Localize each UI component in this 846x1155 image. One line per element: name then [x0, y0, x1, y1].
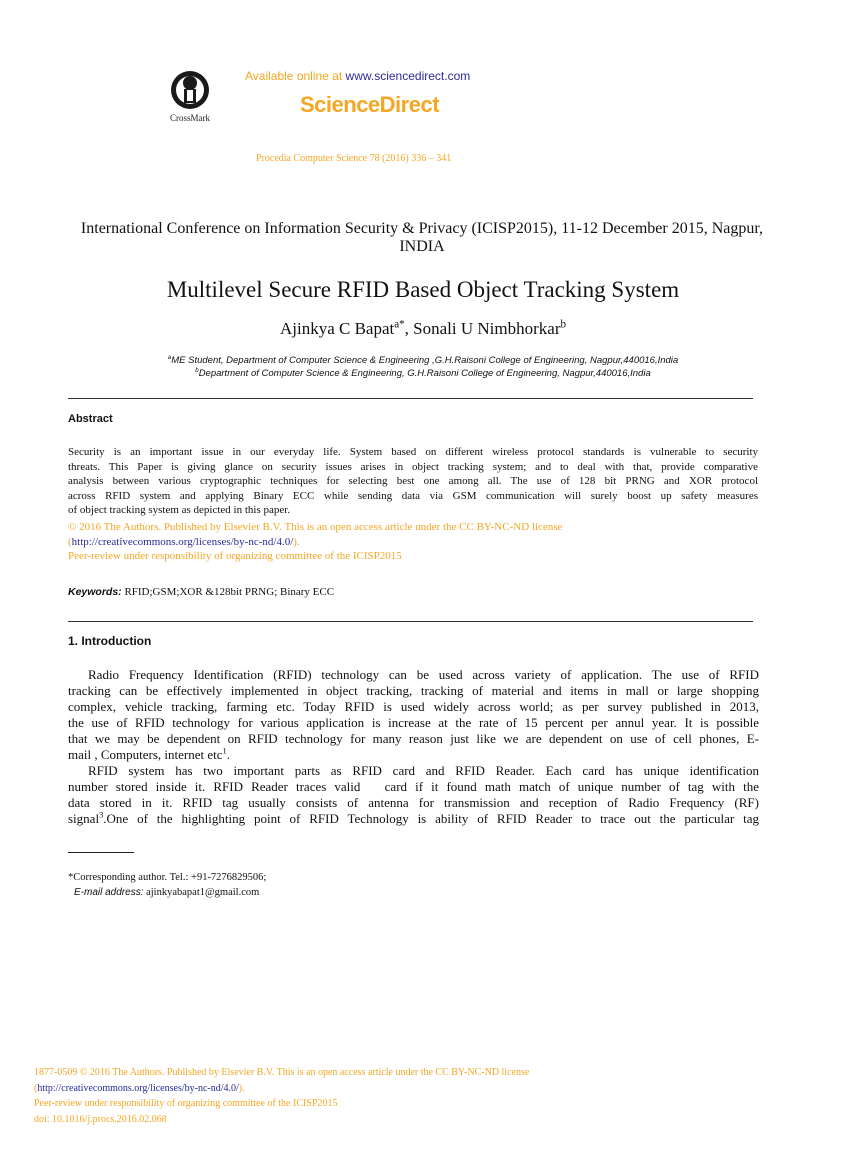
intro-line	[68, 811, 759, 827]
intro-line: RFID system has two important parts as RFID card and RFID Reader. Each card has unique identification	[88, 763, 759, 778]
license-close: ).	[293, 535, 300, 548]
footer-line3: Peer-review under responsibility of organizing committee of the ICISP2015	[34, 1098, 338, 1109]
footer	[34, 1065, 529, 1127]
abstract-line: Security is an important issue in our everyday life. System based on different wireless protocol standards is vulnerable to security	[68, 446, 758, 458]
footer-open: (	[34, 1082, 38, 1094]
abstract-line: of object tracking system as depicted in this paper.	[68, 504, 291, 517]
intro-line: the use of RFID technology for various application is increase at the rate of 15 percent per annul year. It is possible	[68, 715, 759, 730]
footnote-email	[68, 885, 266, 900]
affiliation-a	[0, 354, 846, 367]
abstract-license	[68, 535, 758, 550]
divider-top	[68, 398, 753, 399]
affiliation-a-text: ME Student, Department of Computer Science & Engineering ,G.H.Raisoni College of Engineering, Nagpur,440016,India	[171, 355, 679, 366]
crossmark-icon	[160, 68, 220, 112]
intro-line: number stored inside it. RFID Reader traces valid card if it found math match of unique number of tag with the	[68, 779, 759, 794]
affiliations	[0, 354, 846, 380]
intro-line: that we may be dependent on RFID technology for many reason just like we are dependent on use of cell phones, E-	[68, 731, 759, 746]
intro-line: tracking can be effectively implemented in object tracking, tracking of material and items in mall or large shopping	[68, 683, 759, 698]
conference-title: International Conference on Information Security & Privacy (ICISP2015), 11-12 December 2015, Nagpur, INDIA	[80, 220, 764, 255]
sciencedirect-brand: ScienceDirect	[300, 92, 440, 117]
abstract-line: across RFID system and applying Binary ECC while sending data via GSM communication will surely boost up safety measures	[68, 489, 758, 502]
intro-line	[68, 747, 759, 763]
intro-last-end: .	[226, 747, 230, 762]
intro-heading: 1. Introduction	[68, 634, 152, 648]
keywords	[68, 586, 334, 598]
author-1: Ajinkya C Bapat	[279, 319, 395, 338]
author-2: Sonali U Nimbhorkar	[413, 319, 561, 338]
footnote-rule	[68, 852, 134, 853]
intro-line: complex, vehicle tracking, farming etc. Today RFID is used widely across world; as per survey published in 2013,	[68, 699, 759, 714]
footer-line1: 1877-0509 © 2016 The Authors. Published by Elsevier B.V. This is an open access article under the CC BY-NC-ND license	[34, 1067, 530, 1078]
author-2-sup: b	[560, 318, 567, 331]
intro-ref-sup: 1	[222, 745, 227, 756]
available-prefix: Available online at	[245, 69, 346, 83]
footer-line2	[34, 1081, 529, 1097]
license-link[interactable]: http://creativecommons.org/licenses/by-nc-nd/4.0/	[71, 535, 294, 548]
intro-line: Radio Frequency Identification (RFID) technology can be used across variety of application. The use of RFID	[88, 667, 759, 682]
author-sep: ,	[404, 319, 414, 338]
intro-line: data stored in it. RFID tag usually consists of antenna for transmission and reception of Radio Frequency (RF)	[68, 795, 759, 810]
divider-bottom	[68, 621, 753, 622]
abstract-line: analysis between various cryptographic techniques for selecting best one among all. The use of 128 bit PRNG and XOR protocol	[68, 475, 758, 488]
abstract-heading: Abstract	[68, 413, 113, 425]
intro-p2-post: .One of the highlighting point of RFID Technology is ability of RFID Reader to trace out the particular tag	[103, 811, 759, 826]
authors	[0, 319, 846, 339]
sciencedirect-link[interactable]: www.sciencedirect.com	[345, 69, 471, 83]
affiliation-b	[0, 367, 846, 380]
footer-license-link[interactable]: http://creativecommons.org/licenses/by-nc-nd/4.0/	[37, 1082, 239, 1094]
affiliation-b-sup: b	[195, 366, 199, 374]
email-label: E-mail address:	[74, 887, 144, 898]
affiliation-a-sup: a	[167, 353, 172, 361]
license-open: (	[68, 535, 72, 548]
abstract-peer-review: Peer-review under responsibility of organizing committee of the ICISP2015	[68, 550, 402, 563]
available-online	[245, 69, 470, 83]
footer-close: ).	[238, 1082, 245, 1094]
keywords-text: RFID;GSM;XOR &128bit PRNG; Binary ECC	[121, 586, 335, 598]
paper-title: Multilevel Secure RFID Based Object Tracking System	[166, 277, 680, 302]
affiliation-b-text: Department of Computer Science & Engineering, G.H.Raisoni College of Engineering, Nagpur,440016,India	[198, 368, 651, 379]
journal-ref: Procedia Computer Science 78 (2016) 336 – 341	[256, 153, 452, 164]
crossmark-logo[interactable]	[160, 68, 220, 124]
intro-last-text: mail , Computers, internet etc	[68, 747, 223, 762]
intro-p2-pre: signal	[68, 811, 100, 826]
abstract-line: threats. This Paper is giving glance on security issues arises in object tracking system; and to deal with that, provide comparative	[68, 460, 758, 473]
intro-p2-sup: 3	[99, 809, 104, 820]
footer-doi: doi: 10.1016/j.procs.2016.02.068	[34, 1113, 167, 1125]
abstract-copyright: © 2016 The Authors. Published by Elsevier B.V. This is an open access article under the CC BY-NC-ND license	[68, 520, 563, 533]
footnote-corr: *Corresponding author. Tel.: +91-7276829506;	[68, 872, 267, 883]
footnote	[68, 870, 266, 900]
keywords-label: Keywords:	[68, 586, 122, 598]
intro-body	[68, 667, 759, 827]
abstract-body	[68, 445, 758, 564]
email-address[interactable]: ajinkyabapat1@gmail.com	[143, 887, 260, 898]
crossmark-label: CrossMark	[170, 113, 210, 123]
author-1-sup: a*	[394, 318, 405, 331]
